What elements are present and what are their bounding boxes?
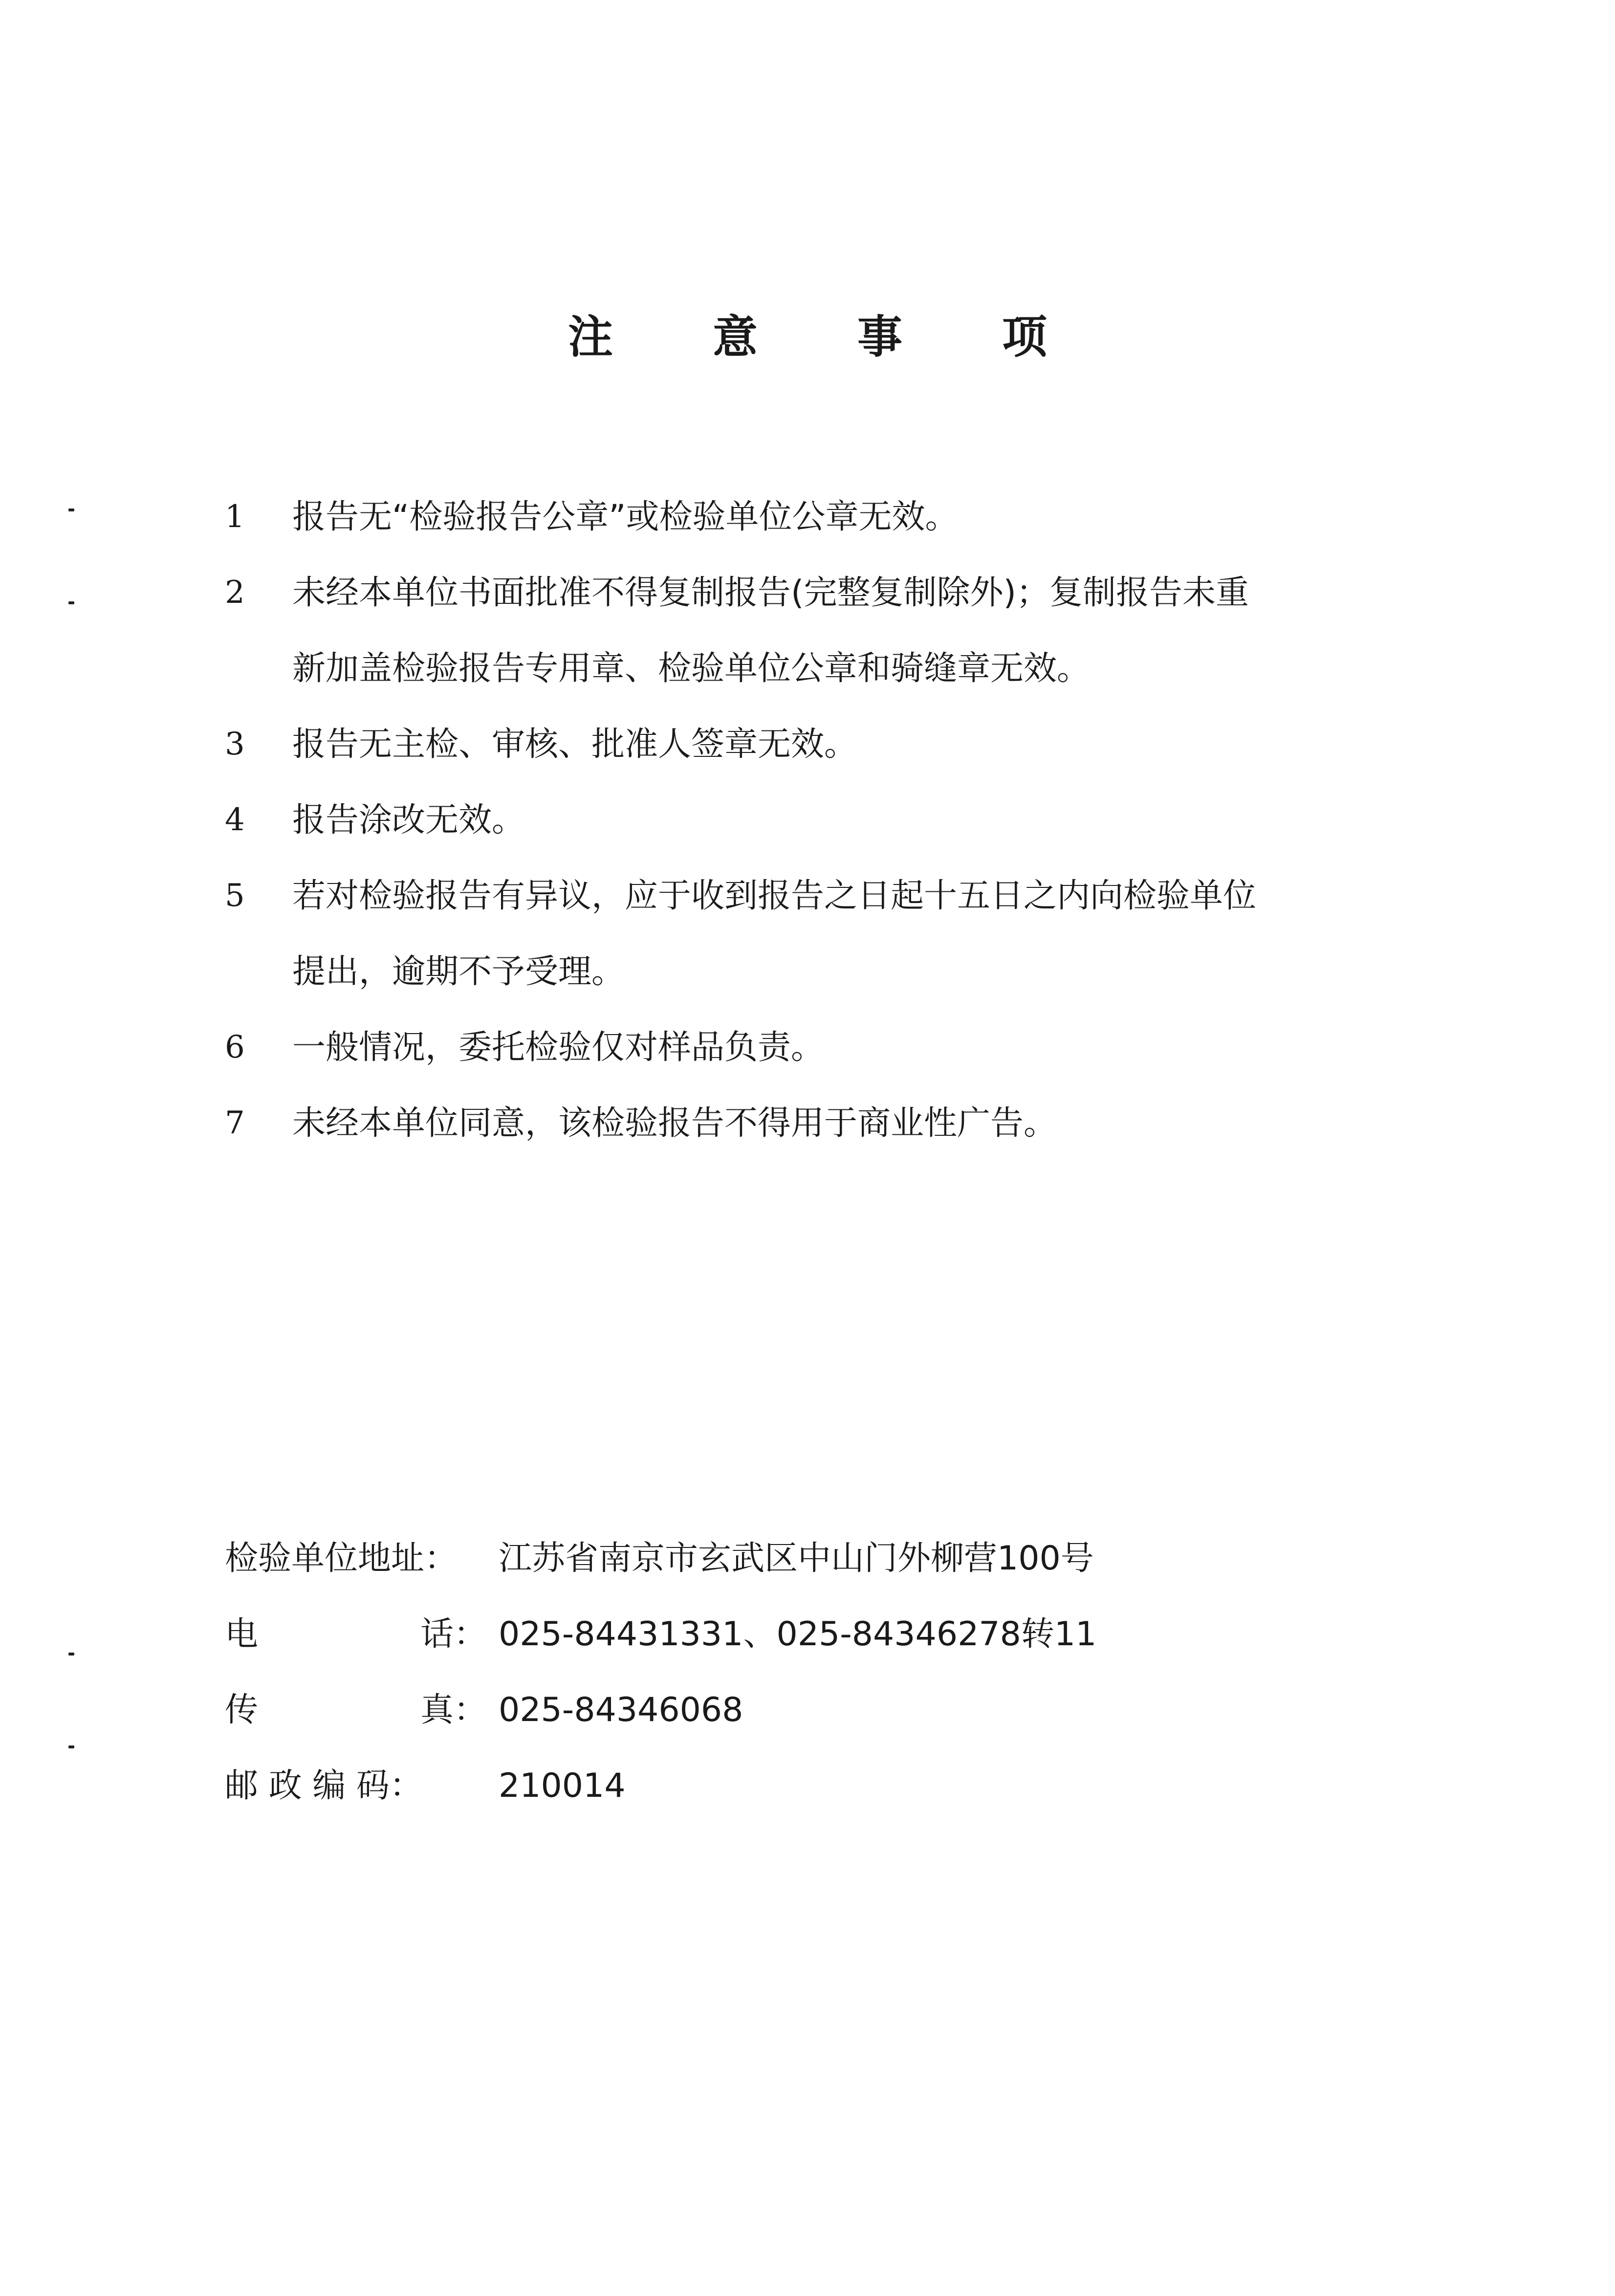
note-line: 一般情况，委托检验仅对样品负责。 [292,1028,825,1067]
postcode-value: 210014 [499,1766,626,1805]
note-line: 未经本单位同意，该检验报告不得用于商业性广告。 [292,1104,1057,1143]
postcode-label: 邮 政 编 码： [225,1766,423,1805]
note-line: 若对检验报告有异议，应于收到报告之日起十五日之内向检验单位 [292,877,1257,915]
fax-label-second: 真： [420,1691,487,1729]
note-item [225,782,1447,858]
note-line: 报告无“检验报告公章”或检验单位公章无效。 [292,498,959,536]
address-value: 江苏省南京市玄武区中山门外柳营100号 [499,1539,1094,1578]
scan-margin-mark [68,1653,74,1656]
note-text [292,1085,1447,1161]
note-item [225,1085,1447,1161]
phone-value: 025-84431331、025-84346278转11 [499,1615,1097,1654]
scan-margin-mark [68,1745,74,1748]
page-title: 注 意 事 项 [567,311,1090,363]
note-text [292,706,1447,782]
phone-label-second: 话： [420,1615,487,1654]
notes-list [225,479,1447,1161]
note-number: 1 [225,499,245,535]
address-label: 检验单位地址： [225,1539,458,1578]
note-item [225,706,1447,782]
note-line: 提出，逾期不予受理。 [292,952,625,991]
note-item [225,479,1447,555]
note-text [292,782,1447,858]
note-line: 新加盖检验报告专用章、检验单位公章和骑缝章无效。 [292,649,1091,688]
note-text [292,858,1447,1010]
note-number: 5 [225,878,245,914]
scan-margin-mark [68,508,74,511]
note-number: 4 [225,802,245,838]
note-item [225,858,1447,1010]
note-number: 6 [225,1029,245,1065]
note-number: 7 [225,1105,245,1141]
note-number: 2 [225,574,245,611]
note-item [225,555,1447,706]
note-line: 报告涂改无效。 [292,801,525,839]
address-row [225,1521,1447,1596]
note-line: 报告无主检、审核、批准人签章无效。 [292,725,858,764]
note-text [292,479,1447,555]
fax-row [225,1672,1447,1748]
phone-row [225,1596,1447,1672]
note-number: 3 [225,726,245,762]
contact-block [225,1521,1447,1824]
note-line: 未经本单位书面批准不得复制报告(完整复制除外)；复制报告未重 [292,574,1249,612]
note-item [225,1010,1447,1085]
phone-label-first: 电 [225,1615,259,1654]
note-text [292,1010,1447,1085]
scan-margin-mark [68,601,74,604]
postcode-row [225,1748,1447,1824]
note-text [292,555,1447,706]
fax-label-first: 传 [225,1691,259,1729]
fax-value: 025-84346068 [499,1691,743,1729]
